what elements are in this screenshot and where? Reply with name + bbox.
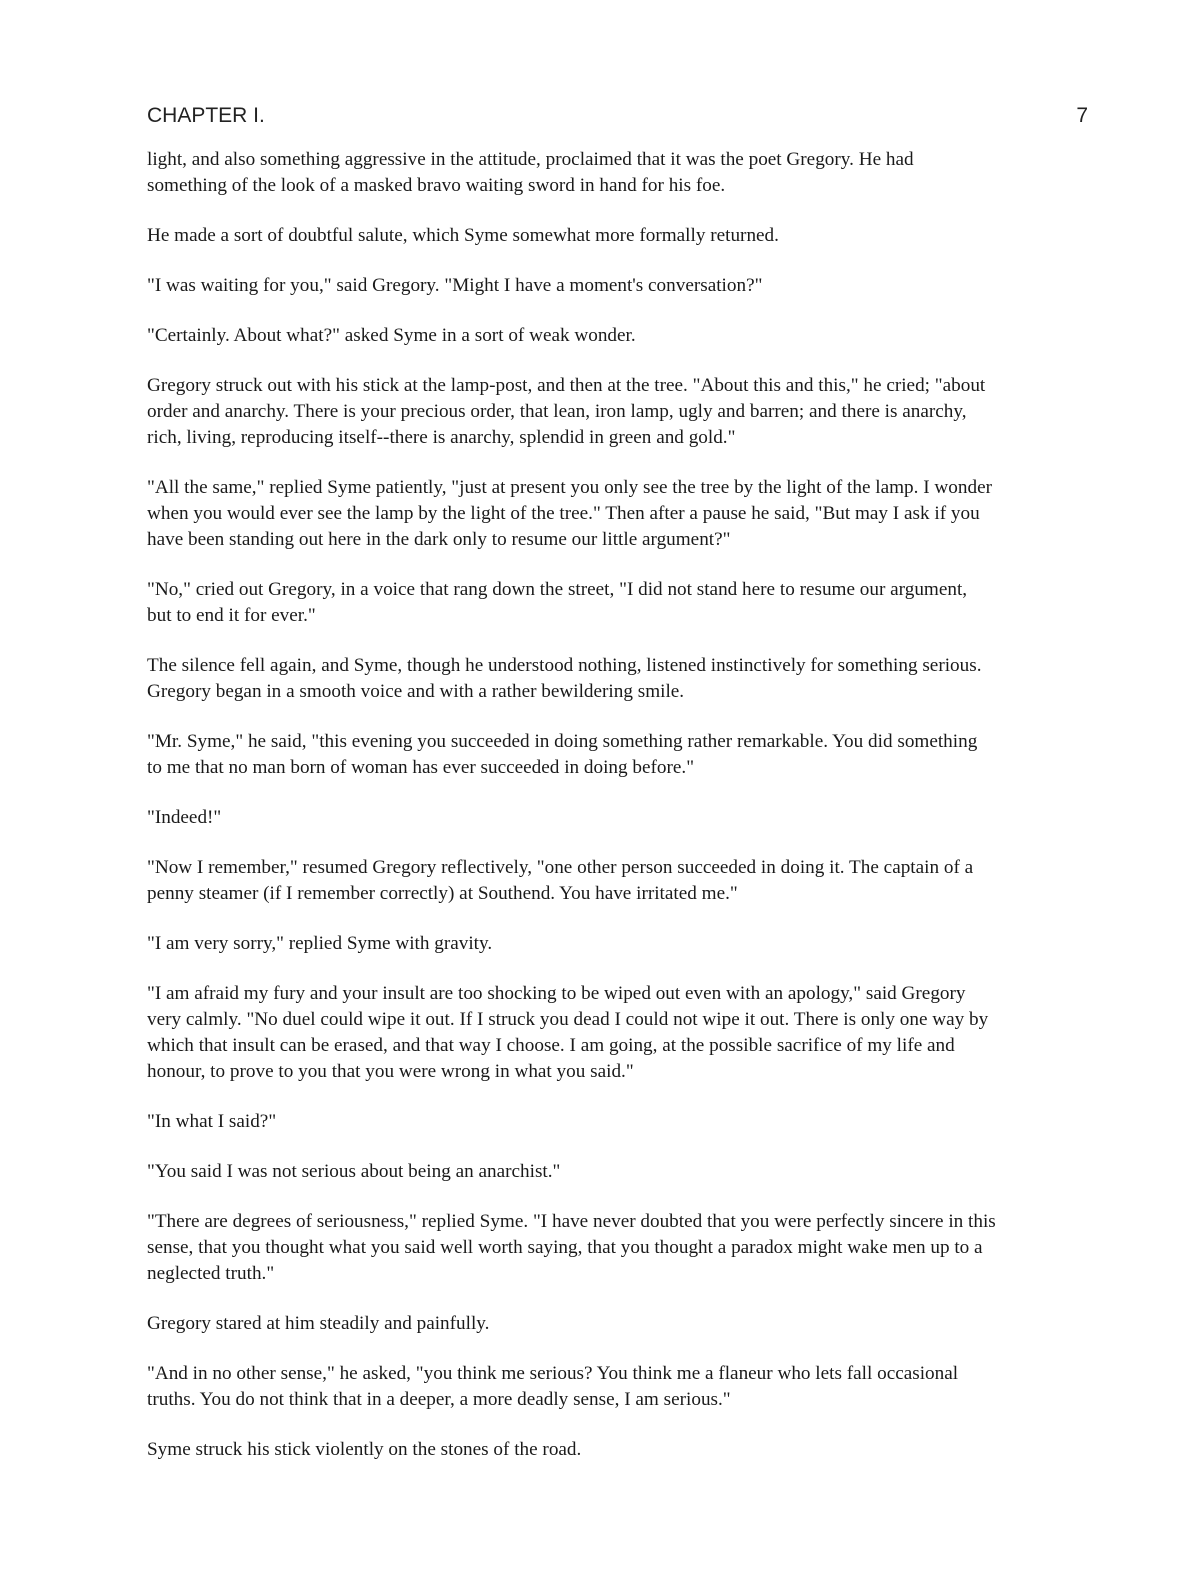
text-line: Gregory began in a smooth voice and with a rather bewildering smile. [147,681,685,702]
text-line: Syme struck his stick violently on the stones of the road. [147,1439,582,1460]
paragraph [147,323,1097,349]
text-line: very calmly. "No duel could wipe it out. If I struck you dead I could not wipe it out. There is only one way by [147,1009,989,1030]
text-line: truths. You do not think that in a deeper, a more deadly sense, I am serious." [147,1389,731,1410]
text-line: light, and also something aggressive in the attitude, proclaimed that it was the poet Gregory. He had [147,149,914,170]
text-line: which that insult can be erased, and that way I choose. I am going, at the possible sacrifice of my life and [147,1035,955,1056]
body-text [147,147,1097,1487]
text-line: He made a sort of doubtful salute, which Syme somewhat more formally returned. [147,225,779,246]
text-line: "There are degrees of seriousness," replied Syme. "I have never doubted that you were perfectly sincere in this [147,1211,996,1232]
text-line: neglected truth." [147,1263,275,1284]
paragraph [147,981,1097,1085]
text-line: "I was waiting for you," said Gregory. "Might I have a moment's conversation?" [147,275,763,296]
paragraph [147,1209,1097,1287]
text-line: sense, that you thought what you said well worth saying, that you thought a paradox might wake men up to a [147,1237,983,1258]
paragraph [147,475,1097,553]
paragraph [147,931,1097,957]
text-line: Gregory stared at him steadily and painfully. [147,1313,490,1334]
text-line: rich, living, reproducing itself--there is anarchy, splendid in green and gold." [147,427,736,448]
chapter-title: CHAPTER I. [147,104,265,127]
paragraph [147,577,1097,629]
text-line: The silence fell again, and Syme, though he understood nothing, listened instinctively for something serious. [147,655,982,676]
text-line: "Certainly. About what?" asked Syme in a sort of weak wonder. [147,325,636,346]
text-line: "Mr. Syme," he said, "this evening you succeeded in doing something rather remarkable. You did something [147,731,978,752]
paragraph [147,805,1097,831]
paragraph [147,729,1097,781]
paragraph [147,273,1097,299]
paragraph [147,855,1097,907]
paragraph [147,1159,1097,1185]
page-number: 7 [1076,104,1088,127]
paragraph [147,373,1097,451]
text-line: "No," cried out Gregory, in a voice that rang down the street, "I did not stand here to resume our argument, [147,579,968,600]
text-line: "You said I was not serious about being an anarchist." [147,1161,561,1182]
text-line: "Now I remember," resumed Gregory reflectively, "one other person succeeded in doing it. The captain of a [147,857,974,878]
running-header [147,104,1088,134]
text-line: Gregory struck out with his stick at the lamp-post, and then at the tree. "About this and this," he cried; "about [147,375,986,396]
paragraph [147,1311,1097,1337]
text-line: "In what I said?" [147,1111,277,1132]
text-line: "I am afraid my fury and your insult are too shocking to be wiped out even with an apology," said Gregory [147,983,966,1004]
paragraph [147,653,1097,705]
text-line: "Indeed!" [147,807,222,828]
text-line: to me that no man born of woman has ever succeeded in doing before." [147,757,695,778]
text-line: have been standing out here in the dark only to resume our little argument?" [147,529,731,550]
paragraph [147,1361,1097,1413]
text-line: honour, to prove to you that you were wrong in what you said." [147,1061,634,1082]
text-line: "And in no other sense," he asked, "you think me serious? You think me a flaneur who lets fall occasional [147,1363,959,1384]
paragraph [147,223,1097,249]
text-line: something of the look of a masked bravo waiting sword in hand for his foe. [147,175,726,196]
paragraph [147,1109,1097,1135]
text-line: "I am very sorry," replied Syme with gravity. [147,933,493,954]
paragraph [147,147,1097,199]
text-line: penny steamer (if I remember correctly) at Southend. You have irritated me." [147,883,738,904]
text-line: order and anarchy. There is your precious order, that lean, iron lamp, ugly and barren; and there is anarchy, [147,401,967,422]
text-line: "All the same," replied Syme patiently, "just at present you only see the tree by the light of the lamp. I wonder [147,477,992,498]
paragraph [147,1437,1097,1463]
text-line: but to end it for ever." [147,605,316,626]
text-line: when you would ever see the lamp by the light of the tree." Then after a pause he said, "But may I ask if you [147,503,980,524]
